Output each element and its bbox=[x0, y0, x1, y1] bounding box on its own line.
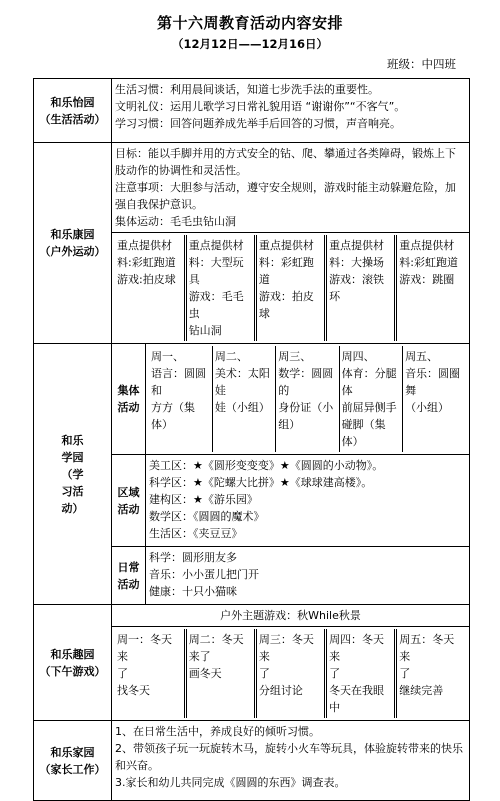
outdoor-day-cell: 重点提供材 料:彩虹跑道 游戏:拍皮球 bbox=[115, 235, 185, 341]
afternoon-section-label: 和乐趣园 （下午游戏） bbox=[34, 605, 112, 721]
date-range: （12月12日——12月16日） bbox=[171, 37, 328, 51]
collective-label: 集体 活动 bbox=[112, 344, 146, 455]
afternoon-theme bbox=[112, 605, 470, 627]
life-row bbox=[34, 79, 470, 143]
afternoon-day-cell: 周一：冬天来 了 找冬天 bbox=[115, 629, 185, 718]
area-line: 美工区：★《圆形变变变》★《圆圆的小动物》。 bbox=[149, 459, 384, 472]
collective-days bbox=[146, 344, 470, 455]
outdoor-days bbox=[112, 233, 470, 344]
daily-content bbox=[146, 547, 470, 605]
areas-content bbox=[146, 455, 470, 547]
daily-label: 日常 活动 bbox=[112, 547, 146, 605]
family-line: 2、带领孩子玩一玩旋转木马，旋转小火车等玩具，体验旋转带来的快乐和兴奋。 bbox=[115, 742, 463, 772]
outdoor-day-cell: 重点提供材 料：彩虹跑道 游戏：拍皮球 bbox=[255, 235, 325, 341]
outdoor-day-cell: 重点提供材 料:彩虹跑道 游戏：跳圈 bbox=[399, 239, 458, 286]
daily-line: 科学：圆形朋友多 bbox=[149, 551, 237, 564]
outdoor-section-label: 和乐康园 （户外运动） bbox=[34, 143, 112, 344]
family-row bbox=[34, 721, 470, 801]
life-section-label: 和乐怡园 （生活活动） bbox=[34, 79, 112, 143]
outdoor-day-cell: 重点提供材 料：大操场 游戏：滚铁环 bbox=[326, 235, 396, 341]
life-line: 学习习惯：回答问题养成先举手后回答的习惯，声音响亮。 bbox=[115, 117, 401, 130]
afternoon-day-cell: 周五：冬天来 了 继续完善 bbox=[399, 633, 455, 697]
collective-day-cell: 周四、 体育：分腿体 前屈异侧手 碰脚（集体） bbox=[339, 346, 402, 452]
afternoon-days bbox=[112, 627, 470, 721]
life-line: 文明礼仪：运用儿歌学习日常礼貌用语 “谢谢你”“不客气”。 bbox=[115, 100, 406, 113]
outdoor-goal bbox=[112, 143, 470, 233]
afternoon-day-cell: 周二：冬天 来了 画冬天 bbox=[185, 629, 255, 718]
areas-label: 区域 活动 bbox=[112, 455, 146, 547]
learning-section-label: 和乐 学园 （学 习活 动） bbox=[34, 344, 112, 605]
area-line: 科学区：★《陀螺大比拼》★《球球建高楼》。 bbox=[149, 476, 373, 489]
outdoor-row-top bbox=[34, 143, 470, 233]
collective-days-grid bbox=[149, 346, 466, 452]
collective-day-cell: 周一、 语言：圆圆和 方方（集体） bbox=[149, 346, 212, 452]
afternoon-theme-text: 户外主题游戏：秋While秋景 bbox=[220, 609, 361, 622]
collective-day-cell: 周二、 美术：太阳娃 娃（小组） bbox=[212, 346, 275, 452]
page-title: 第十六周教育活动内容安排 bbox=[156, 14, 343, 32]
outdoor-day-cell: 重点提供材 料：大型玩具 游戏：毛毛虫 钻山洞 bbox=[185, 235, 255, 341]
family-line: 3.家长和幼儿共同完成《圆圆的东西》调查表。 bbox=[115, 776, 346, 789]
outdoor-goal-text: 目标：能以手脚并用的方式安全的钻、爬、攀通过各类障碍，锻炼上下肢动作的协调性和灵活性。 bbox=[115, 147, 456, 177]
afternoon-theme-row bbox=[34, 605, 470, 627]
family-section-label: 和乐家园 （家长工作） bbox=[34, 721, 112, 801]
daily-line: 健康：十只小猫咪 bbox=[149, 585, 237, 598]
outdoor-days-grid bbox=[115, 235, 466, 341]
life-line: 生活习惯：利用晨间谈话，知道七步洗手法的重要性。 bbox=[115, 83, 379, 96]
class-label: 班级：中四班 bbox=[387, 57, 456, 71]
daily-line: 音乐：小小蛋儿把门开 bbox=[149, 568, 259, 581]
collective-day-cell: 周五、 音乐：圆圈舞 （小组） bbox=[405, 350, 461, 414]
collective-day-cell: 周三、 数学：圆圆的 身份证（小组） bbox=[276, 346, 339, 452]
schedule-table bbox=[33, 78, 470, 801]
area-line: 生活区：《夹豆豆》 bbox=[149, 527, 243, 540]
learning-collective-row bbox=[34, 344, 470, 455]
family-content bbox=[112, 721, 470, 801]
area-line: 建构区：★《游乐园》 bbox=[149, 493, 258, 506]
life-content bbox=[112, 79, 470, 143]
afternoon-day-cell: 周三：冬天来 了 分组讨论 bbox=[255, 629, 325, 718]
area-line: 数学区：《圆圆的魔术》 bbox=[149, 510, 265, 523]
family-line: 1、在日常生活中，养成良好的倾听习惯。 bbox=[115, 725, 320, 738]
afternoon-days-grid bbox=[115, 629, 466, 718]
outdoor-notes-text: 注意事项：大胆参与活动，遵守安全规则，游戏时能主动躲避危险，加强自我保护意识。 bbox=[115, 181, 456, 211]
afternoon-day-cell: 周四：冬天来 了 冬天在我眼 中 bbox=[326, 629, 396, 718]
outdoor-group-text: 集体运动：毛毛虫钻山洞 bbox=[115, 215, 236, 228]
